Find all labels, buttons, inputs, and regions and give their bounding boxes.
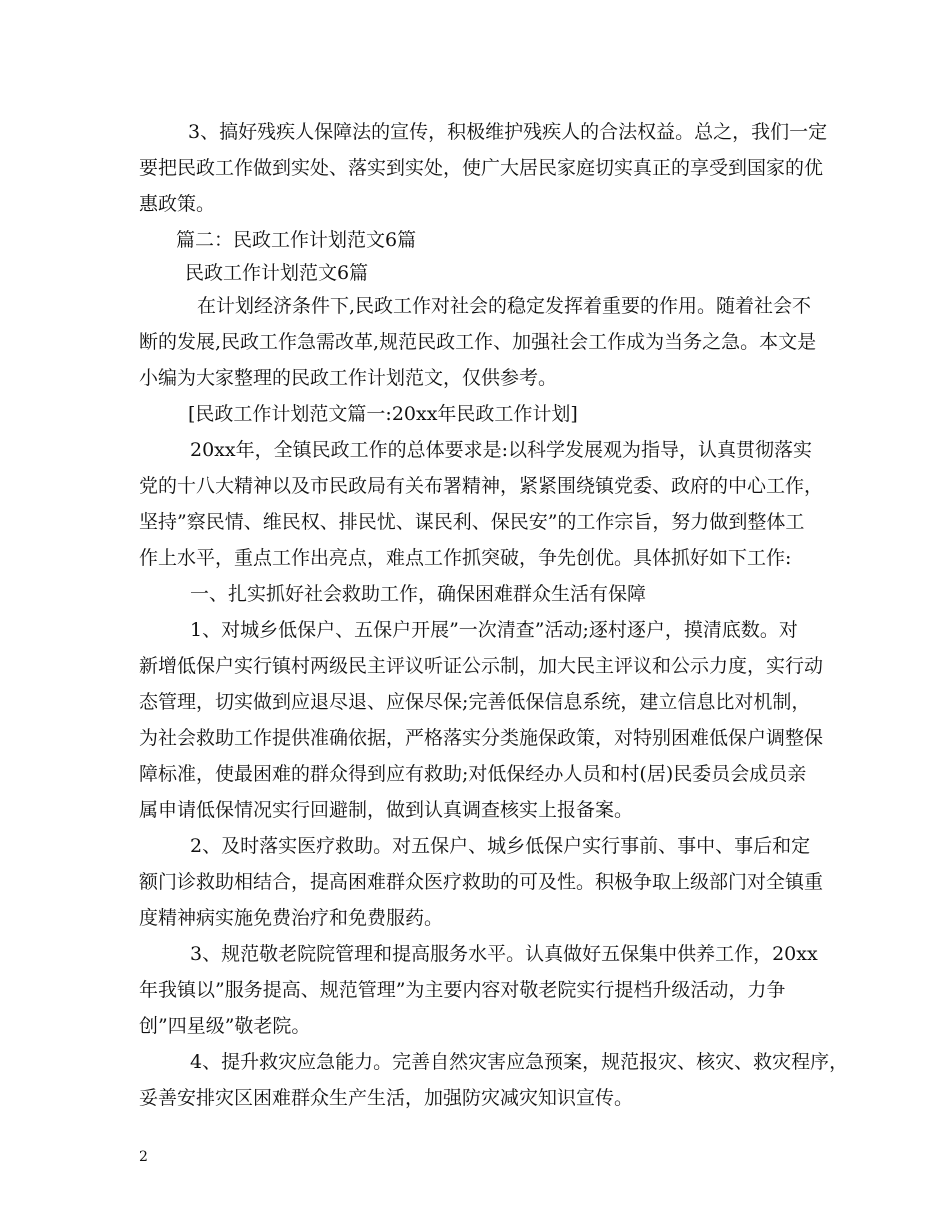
- text-line: 2、及时落实医疗救助。对五保户、城乡低保户实行事前、事中、事后和定: [190, 835, 811, 857]
- text-line: 小编为大家整理的民政工作计划范文，仅供参考。: [139, 367, 558, 389]
- text-line: 3、搞好残疾人保障法的宣传，积极维护残疾人的合法权益。总之，我们一定: [188, 121, 828, 143]
- text-line: 坚持”察民情、维民权、排民忧、谋民利、保民安”的工作宗旨，努力做到整体工: [139, 511, 805, 533]
- text-line: 障标准，使最困难的群众得到应有救助;对低保经办人员和村(居)民委员会成员亲: [139, 763, 807, 785]
- text-line: 年我镇以”服务提高、规范管理”为主要内容对敬老院实行提档升级活动，力争: [139, 979, 786, 1001]
- text-line: 额门诊救助相结合，提高困难群众医疗救助的可及性。积极争取上级部门对全镇重: [139, 871, 824, 893]
- document-title: 民政工作计划范文6篇: [185, 262, 369, 284]
- text-line: 20xx年，全镇民政工作的总体要求是:以科学发展观为指导，认真贯彻落实: [190, 439, 813, 461]
- text-line: 度精神病实施免费治疗和免费服药。: [139, 907, 444, 929]
- text-line: 惠政策。: [139, 193, 216, 215]
- text-line: 新增低保户实行镇村两级民主评议听证公示制，加大民主评议和公示力度，实行动: [139, 655, 824, 677]
- text-line: 妥善安排灾区困难群众生产生活，加强防灾减灾知识宣传。: [139, 1087, 634, 1109]
- text-line: 断的发展,民政工作急需改革,规范民政工作、加强社会工作成为当务之急。本文是: [139, 331, 817, 353]
- text-line: 作上水平，重点工作出亮点，难点工作抓突破，争先创优。具体抓好如下工作:: [139, 547, 792, 569]
- text-line: 属申请低保情况实行回避制，做到认真调查核实上报备案。: [139, 799, 634, 821]
- text-line: 态管理，切实做到应退尽退、应保尽保;完善低保信息系统，建立信息比对机制，: [139, 691, 811, 713]
- page-number: 2: [139, 1149, 148, 1165]
- text-line: 要把民政工作做到实处、落实到实处，使广大居民家庭切实真正的享受到国家的优: [139, 157, 824, 179]
- item-heading: 一、扎实抓好社会救助工作，确保困难群众生活有保障: [190, 583, 647, 605]
- text-line: 4、提升救灾应急能力。完善自然灾害应急预案，规范报灾、核灾、救灾程序，: [190, 1051, 849, 1073]
- text-line: 在计划经济条件下,民政工作对社会的稳定发挥着重要的作用。随着社会不: [197, 295, 812, 317]
- text-line: 为社会救助工作提供准确依据，严格落实分类施保政策，对特别困难低保户调整保: [139, 727, 824, 749]
- section-heading: 篇二：民政工作计划范文6篇: [176, 229, 417, 251]
- text-line: 1、对城乡低保户、五保户开展”一次清查”活动;逐村逐户，摸清底数。对: [190, 619, 798, 641]
- text-line: 创”四星级”敬老院。: [139, 1015, 311, 1037]
- subsection-heading: [民政工作计划范文篇一:20xx年民政工作计划]: [188, 403, 578, 425]
- text-line: 党的十八大精神以及市民政局有关布署精神，紧紧围绕镇党委、政府的中心工作，: [139, 475, 824, 497]
- text-line: 3、规范敬老院院管理和提高服务水平。认真做好五保集中供养工作，20xx: [190, 943, 818, 965]
